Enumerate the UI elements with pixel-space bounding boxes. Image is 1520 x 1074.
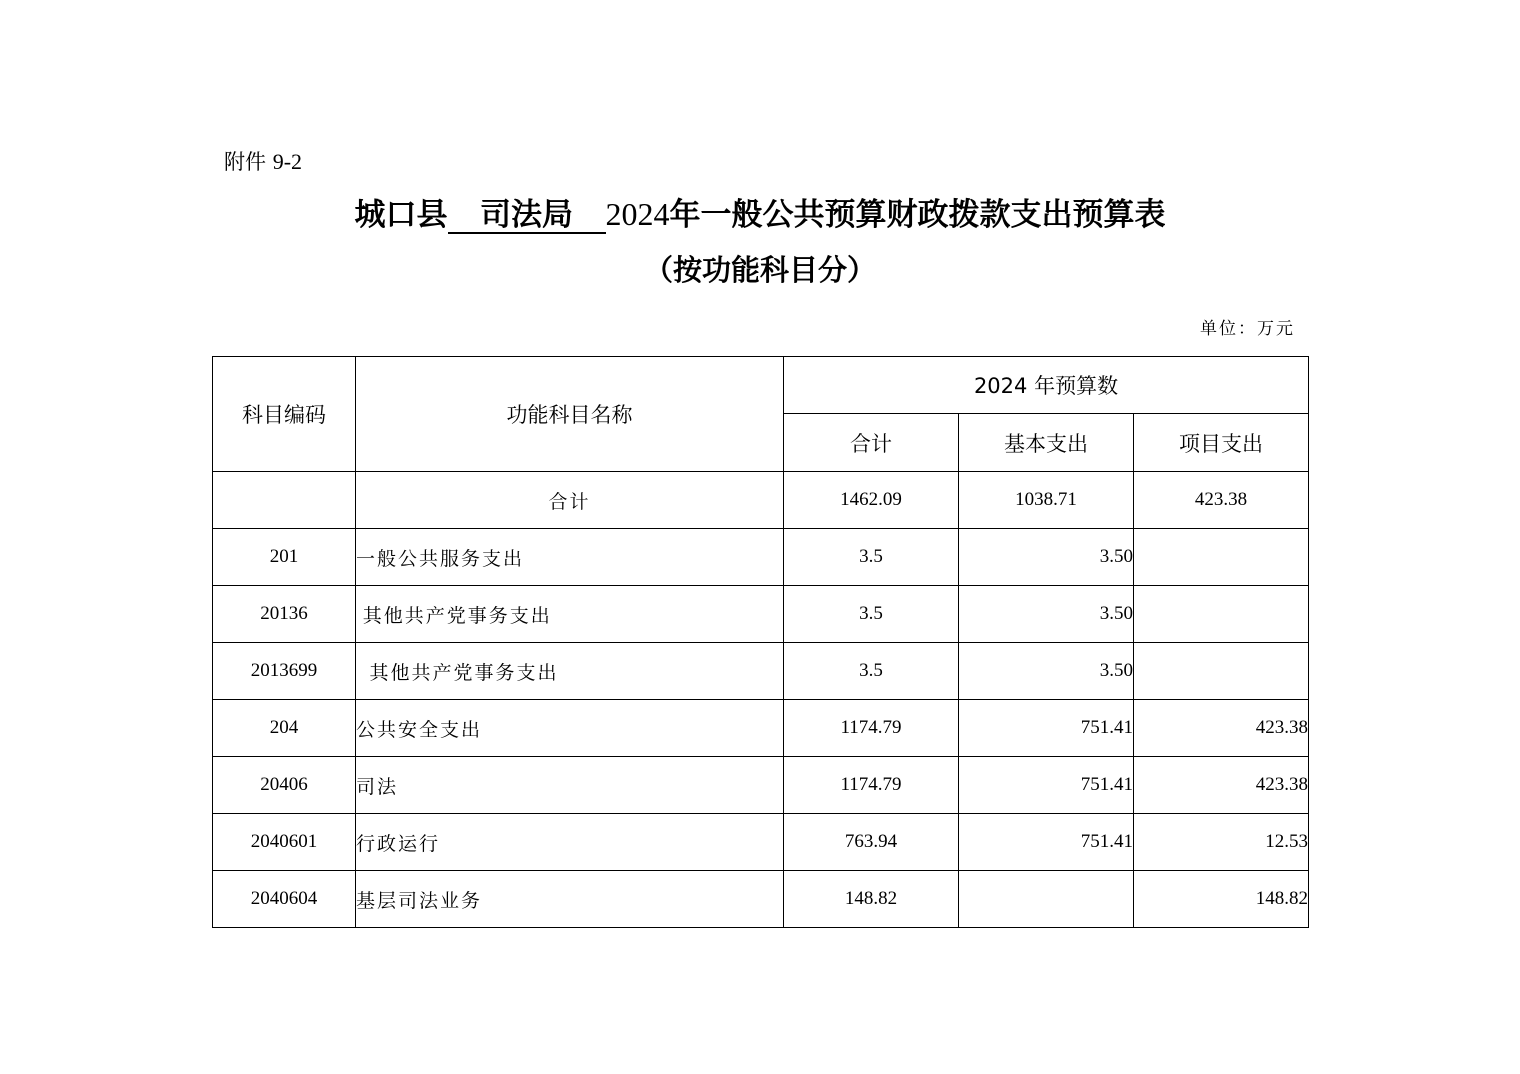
table-row xyxy=(213,529,1309,586)
summary-code xyxy=(213,472,356,529)
project-cell xyxy=(1134,586,1309,643)
basic-cell: 3.50 xyxy=(959,586,1134,643)
summary-total: 1462.09 xyxy=(784,472,959,529)
name-cell: 司法 xyxy=(356,757,784,814)
total-cell: 763.94 xyxy=(784,814,959,871)
summary-name: 合计 xyxy=(356,472,784,529)
table-row xyxy=(213,643,1309,700)
title-year: 2024 xyxy=(605,196,670,232)
total-cell: 148.82 xyxy=(784,871,959,928)
attachment-number: 9-2 xyxy=(272,149,303,174)
code-cell: 2040601 xyxy=(213,814,356,871)
project-cell: 12.53 xyxy=(1134,814,1309,871)
header-name: 功能科目名称 xyxy=(356,357,784,472)
code-cell: 201 xyxy=(213,529,356,586)
total-cell: 1174.79 xyxy=(784,757,959,814)
document-subtitle: （按功能科目分） xyxy=(643,253,876,287)
name-cell: 其他共产党事务支出 xyxy=(356,643,784,700)
basic-cell: 751.41 xyxy=(959,700,1134,757)
project-cell: 423.38 xyxy=(1134,757,1309,814)
header-basic: 基本支出 xyxy=(959,414,1134,472)
name-cell: 公共安全支出 xyxy=(356,700,784,757)
project-cell xyxy=(1134,643,1309,700)
attachment-label xyxy=(224,146,302,176)
project-cell: 423.38 xyxy=(1134,700,1309,757)
header-year-label: 年预算数 xyxy=(1034,374,1119,398)
title-department: 司法局 xyxy=(448,198,606,234)
code-cell: 204 xyxy=(213,700,356,757)
summary-basic: 1038.71 xyxy=(959,472,1134,529)
name-cell: 行政运行 xyxy=(356,814,784,871)
summary-row xyxy=(213,472,1309,529)
total-cell: 3.5 xyxy=(784,586,959,643)
table-row xyxy=(213,814,1309,871)
header-project: 项目支出 xyxy=(1134,414,1309,472)
basic-cell: 751.41 xyxy=(959,814,1134,871)
header-year: 2024 xyxy=(973,374,1028,398)
basic-cell: 751.41 xyxy=(959,757,1134,814)
name-cell: 其他共产党事务支出 xyxy=(356,586,784,643)
name-cell: 一般公共服务支出 xyxy=(356,529,784,586)
project-cell: 148.82 xyxy=(1134,871,1309,928)
code-cell: 20406 xyxy=(213,757,356,814)
total-cell: 3.5 xyxy=(784,529,959,586)
document-title xyxy=(0,192,1520,237)
total-cell: 3.5 xyxy=(784,643,959,700)
basic-cell xyxy=(959,871,1134,928)
header-year-budget xyxy=(784,357,1309,414)
title-rest: 年一般公共预算财政拨款支出预算表 xyxy=(669,197,1166,233)
attachment-prefix: 附件 xyxy=(224,150,266,174)
name-cell: 基层司法业务 xyxy=(356,871,784,928)
total-cell: 1174.79 xyxy=(784,700,959,757)
basic-cell: 3.50 xyxy=(959,529,1134,586)
header-total: 合计 xyxy=(784,414,959,472)
unit-label: 单位：万元 xyxy=(1200,319,1295,339)
code-cell: 20136 xyxy=(213,586,356,643)
summary-project: 423.38 xyxy=(1134,472,1309,529)
table-row xyxy=(213,586,1309,643)
basic-cell: 3.50 xyxy=(959,643,1134,700)
project-cell xyxy=(1134,529,1309,586)
title-county: 城口县 xyxy=(354,197,448,233)
budget-table xyxy=(212,356,1309,928)
table-row xyxy=(213,757,1309,814)
table-row xyxy=(213,871,1309,928)
code-cell: 2013699 xyxy=(213,643,356,700)
table-row xyxy=(213,700,1309,757)
code-cell: 2040604 xyxy=(213,871,356,928)
header-code: 科目编码 xyxy=(213,357,356,472)
